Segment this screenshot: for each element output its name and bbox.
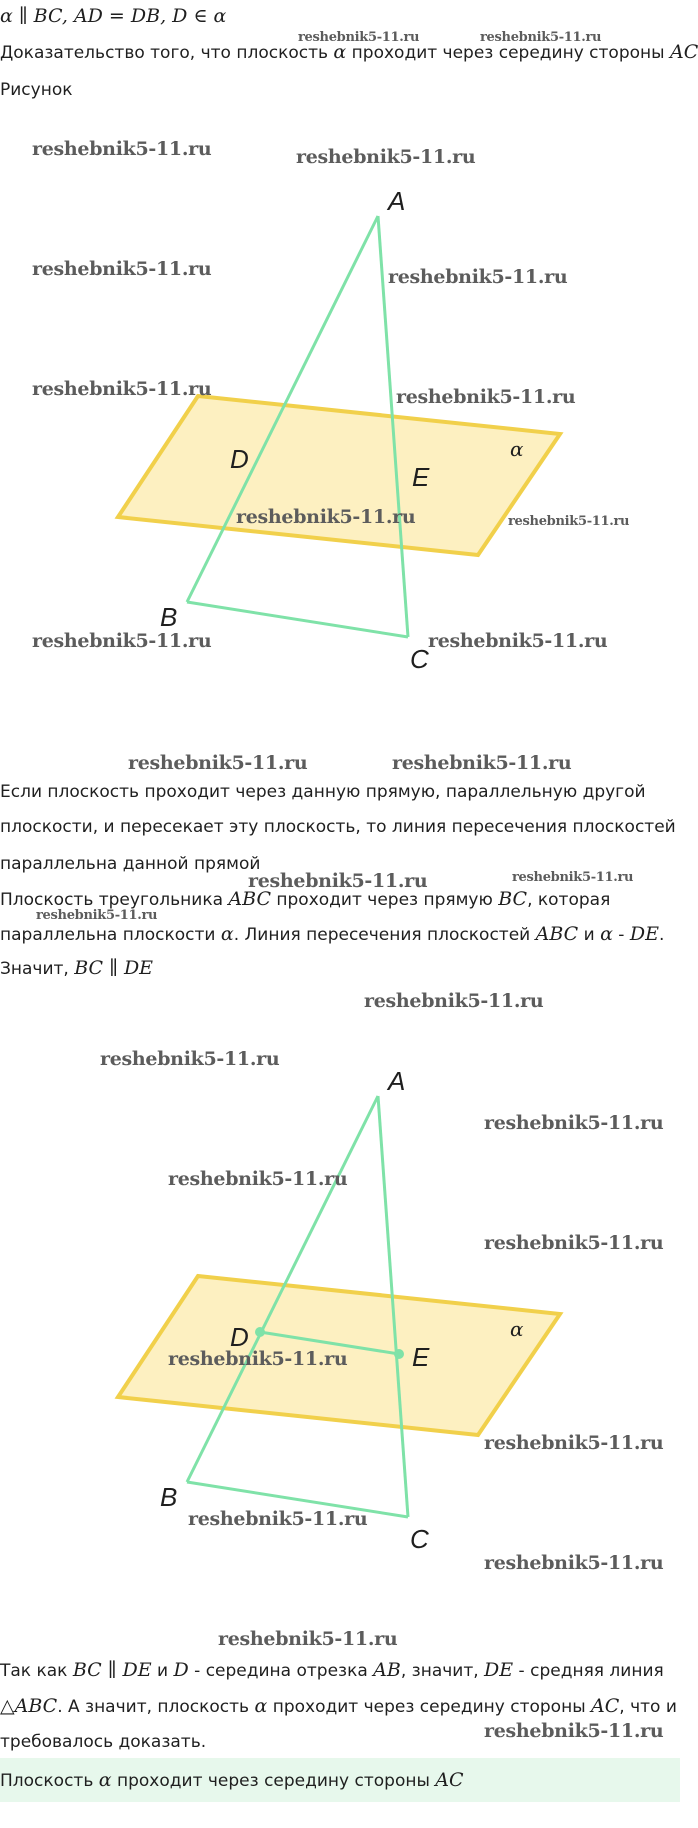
watermark: reshebnik5-11.ru <box>188 1508 368 1530</box>
label-alpha-2: α <box>510 1317 524 1341</box>
watermark: reshebnik5-11.ru <box>168 1348 348 1370</box>
answer-box <box>0 1758 680 1802</box>
watermark: reshebnik5-11.ru <box>248 870 428 892</box>
goal-alpha: α <box>333 41 347 63</box>
conclusion-line-1: Так как BC ∥ DE и D - середина отрезка AB, значит, DE - средняя линия <box>0 1659 664 1681</box>
watermark: reshebnik5-11.ru <box>32 258 212 280</box>
watermark: reshebnik5-11.ru <box>100 1048 280 1070</box>
theorem-line-3: параллельна данной прямой <box>0 854 261 874</box>
figure-2 <box>0 1000 680 1640</box>
watermark: reshebnik5-11.ru <box>484 1232 664 1254</box>
label-e: E <box>412 462 430 492</box>
watermark: reshebnik5-11.ru <box>392 752 572 774</box>
goal-text: Доказательство того, что плоскость <box>0 43 334 63</box>
label-a: A <box>388 186 406 216</box>
label-b: B <box>160 602 178 632</box>
conclusion-line-3: требовалось доказать. <box>0 1732 207 1752</box>
watermark: reshebnik5-11.ru <box>296 146 476 168</box>
answer-text: Плоскость α проходит через середину стороны AC <box>0 1769 464 1791</box>
watermark: reshebnik5-11.ru <box>396 386 576 408</box>
goal-side: AC <box>669 41 698 63</box>
conclusion-line-2: △ABC. А значит, плоскость α проходит через середину стороны AC, что и <box>0 1695 677 1717</box>
label-d-2: D <box>230 1322 249 1352</box>
watermark: reshebnik5-11.ru <box>32 138 212 160</box>
point-e <box>394 1349 404 1359</box>
watermark: reshebnik5-11.ru <box>32 630 212 652</box>
watermark: reshebnik5-11.ru <box>218 1628 398 1650</box>
given-math: α ∥ BC, AD = DB, D ∈ α <box>0 5 227 27</box>
watermark: reshebnik5-11.ru <box>128 752 308 774</box>
step-line-1: Плоскость треугольника ABC проходит через прямую BC, которая <box>0 888 611 910</box>
watermark: reshebnik5-11.ru <box>36 908 158 923</box>
step-line-3: Значит, BC ∥ DE <box>0 957 154 979</box>
plane-alpha <box>118 396 560 555</box>
theorem-line-2: плоскости, и пересекает эту плоскость, то линия пересечения плоскостей <box>0 817 676 837</box>
watermark: reshebnik5-11.ru <box>484 1720 664 1742</box>
watermark: reshebnik5-11.ru <box>236 506 416 528</box>
theorem-line-1: Если плоскость проходит через данную прямую, параллельную другой <box>0 782 646 802</box>
goal-text2: проходит через середину стороны <box>346 43 670 63</box>
label-d: D <box>230 444 249 474</box>
segment-bc <box>187 602 408 637</box>
watermark: reshebnik5-11.ru <box>484 1552 664 1574</box>
watermark: reshebnik5-11.ru <box>484 1432 664 1454</box>
watermark: reshebnik5-11.ru <box>298 30 420 45</box>
watermark: reshebnik5-11.ru <box>428 630 608 652</box>
watermark: reshebnik5-11.ru <box>168 1168 348 1190</box>
label-c: C <box>410 644 429 674</box>
point-d <box>255 1327 265 1337</box>
label-e-2: E <box>412 1342 430 1372</box>
watermark: reshebnik5-11.ru <box>480 30 602 45</box>
label-b-2: B <box>160 1482 178 1512</box>
watermark: reshebnik5-11.ru <box>32 378 212 400</box>
step-line-2: параллельна плоскости α. Линия пересечения плоскостей ABC и α - DE. <box>0 923 665 945</box>
watermark: reshebnik5-11.ru <box>484 1112 664 1134</box>
watermark: reshebnik5-11.ru <box>364 990 544 1012</box>
watermark: reshebnik5-11.ru <box>388 266 568 288</box>
label-a-2: A <box>388 1066 406 1096</box>
figure-caption: Рисунок <box>0 80 73 100</box>
watermark: reshebnik5-11.ru <box>512 870 634 885</box>
label-c-2: C <box>410 1524 429 1554</box>
label-alpha: α <box>510 437 524 461</box>
watermark: reshebnik5-11.ru <box>508 514 630 529</box>
